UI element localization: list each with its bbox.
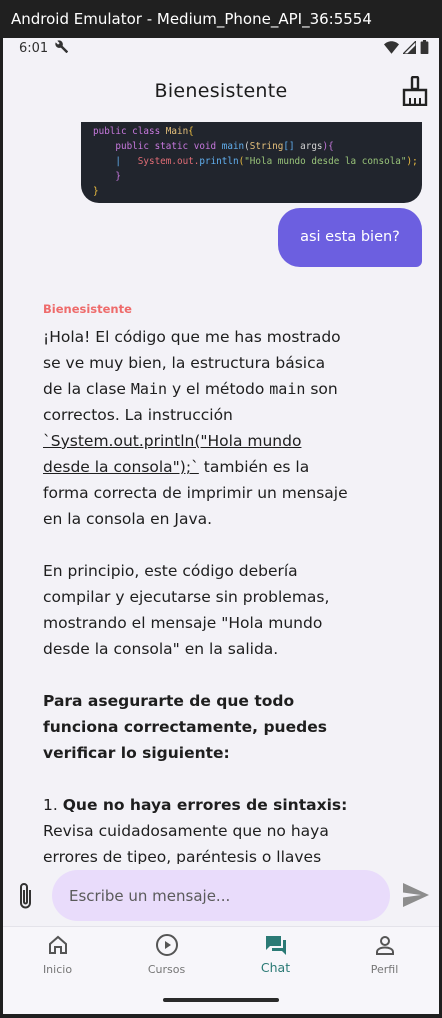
- code-message-bubble: public class Main{ public static void main(String[] args){ | System.out.println("Hola mundo desde la consola"); } }: [81, 122, 422, 203]
- app-bar: [3, 62, 439, 122]
- bot-sender-name: Bienesistente: [43, 302, 132, 316]
- battery-icon: [420, 40, 429, 54]
- status-icons: [384, 40, 429, 54]
- nav-item-cursos[interactable]: [112, 933, 221, 976]
- bot-message: [43, 324, 348, 864]
- nav-label: Perfil: [370, 963, 399, 976]
- status-time: 6:01: [19, 41, 49, 56]
- signal-icon: [403, 41, 416, 54]
- chat-icon: [264, 933, 288, 957]
- wifi-icon: [384, 41, 399, 54]
- send-button[interactable]: [403, 883, 429, 907]
- broom-icon: [401, 76, 429, 106]
- person-icon: [373, 933, 397, 957]
- clear-chat-button[interactable]: [401, 76, 429, 106]
- nav-label: Cursos: [147, 963, 186, 976]
- wrench-icon: [55, 40, 69, 58]
- phone-screen: [3, 38, 439, 1014]
- attach-button[interactable]: [15, 881, 37, 911]
- nav-item-chat[interactable]: [221, 933, 330, 975]
- chat-messages[interactable]: [3, 122, 439, 864]
- message-input[interactable]: [52, 870, 390, 921]
- user-message-bubble: asi esta bien?: [278, 208, 422, 267]
- bot-paragraph-3: Para asegurarte de que todo funciona correctamente, puedes verificar lo siguiente:: [43, 692, 327, 762]
- nav-item-inicio[interactable]: [3, 933, 112, 976]
- bot-paragraph-2: En principio, este código debería compilar y ejecutarse sin problemas, mostrando el mensaje "Hola mundo desde la consola" en la salida.: [43, 562, 330, 658]
- bot-paragraph-1: ¡Hola! El código que me has mostrado se ve muy bien, la estructura básica de la clase Main y el método main son correctos. La instrucción `System.out.println("Hola mundo desde la consola");` también es la forma correcta de imprimir un mensaje en la consola en Java.: [43, 328, 348, 528]
- nav-item-perfil[interactable]: [330, 933, 439, 976]
- send-icon: [403, 883, 429, 907]
- paperclip-icon: [15, 881, 37, 911]
- message-composer: [3, 864, 439, 926]
- page-title: Bienesistente: [154, 80, 288, 102]
- nav-label: Chat: [260, 960, 291, 975]
- home-icon: [46, 933, 70, 957]
- play-circle-icon: [155, 933, 179, 957]
- status-bar: [3, 38, 439, 62]
- emulator-window-title: Android Emulator - Medium_Phone_API_36:5554: [0, 0, 442, 38]
- nav-label: Inicio: [42, 963, 73, 976]
- bot-list-item-1: 1. Que no haya errores de sintaxis: Revisa cuidadosamente que no haya errores de tipeo, paréntesis o llaves: [43, 796, 348, 864]
- gesture-home-indicator[interactable]: [163, 998, 279, 1002]
